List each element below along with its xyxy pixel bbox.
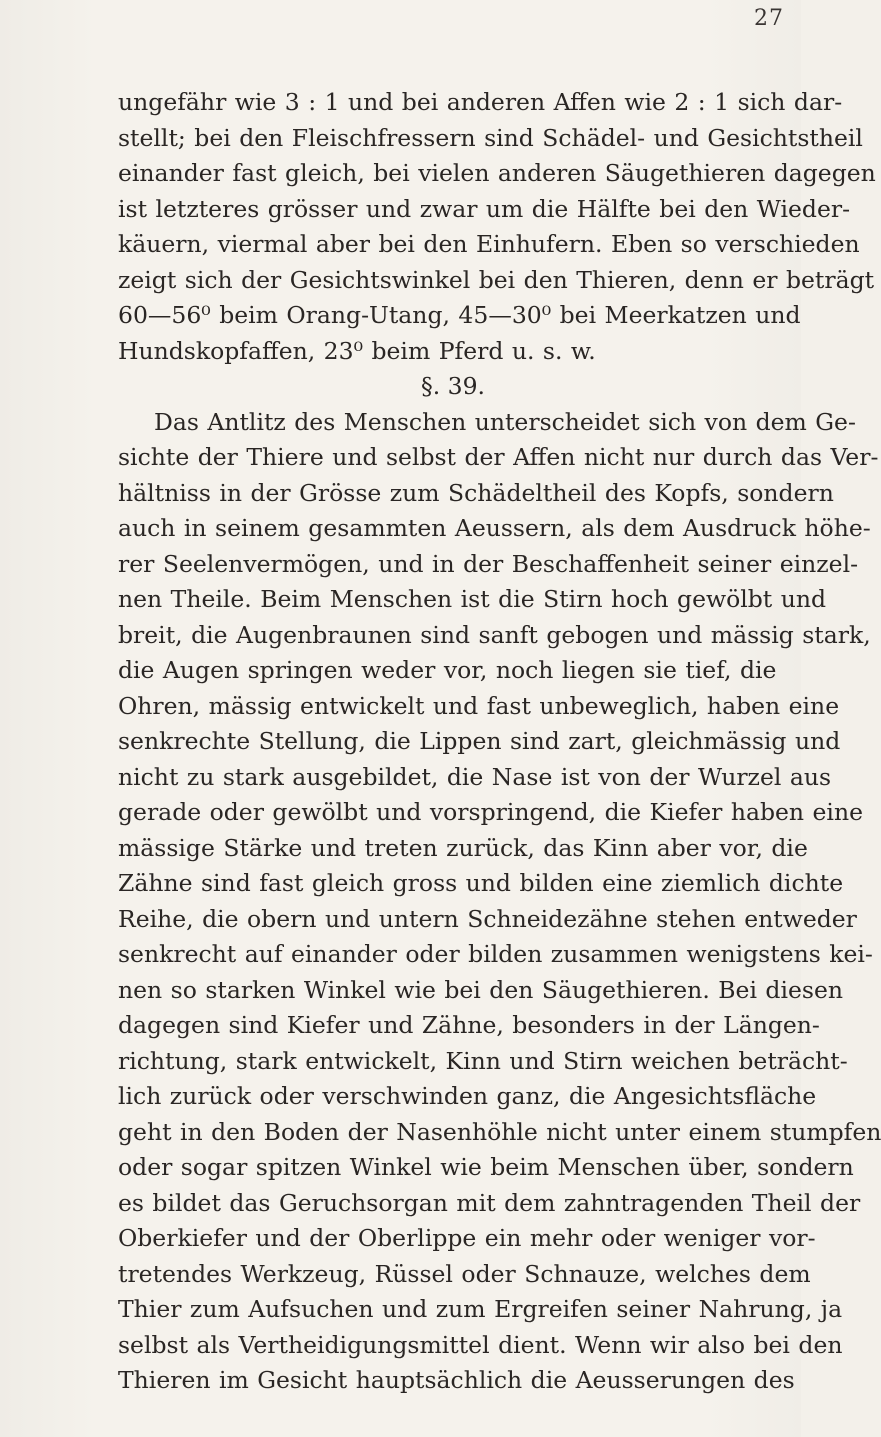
text-line: stellt; bei den Fleischfressern sind Schädel- und Gesichtstheil (118, 123, 863, 152)
text-line: geht in den Boden der Nasenhöhle nicht unter einem stumpfen (118, 1117, 881, 1146)
text-line: Hundskopfaffen, 23⁰ beim Pferd u. s. w. (118, 336, 596, 365)
text-line: Oberkiefer und der Oberlippe ein mehr oder weniger vor- (118, 1224, 816, 1252)
text-line: senkrechte Stellung, die Lippen sind zart, gleichmässig und (118, 727, 841, 755)
text-line: mässige Stärke und treten zurück, das Kinn aber vor, die (118, 833, 808, 862)
text-line: nen so starken Winkel wie bei den Säugethieren. Bei diesen (118, 975, 843, 1004)
text-line: nen Theile. Beim Menschen ist die Stirn hoch gewölbt und (118, 585, 827, 613)
text-block (118, 85, 881, 1399)
text-line: Das Antlitz des Menschen unterscheidet sich von dem Ge- (154, 407, 856, 436)
text-line: breit, die Augenbraunen sind sanft gebogen und mässig stark, (118, 620, 871, 649)
text-line: dagegen sind Kiefer und Zähne, besonders in der Längen- (118, 1011, 820, 1039)
text-line: 60—56⁰ beim Orang-Utang, 45—30⁰ bei Meerkatzen und (118, 301, 801, 329)
page-number: 27 (754, 6, 784, 31)
text-line: richtung, stark entwickelt, Kinn und Stirn weichen beträcht- (118, 1046, 848, 1075)
text-line: Thier zum Aufsuchen und zum Ergreifen seiner Nahrung, ja (118, 1295, 843, 1323)
text-line: Zähne sind fast gleich gross und bilden eine ziemlich dichte (118, 869, 844, 897)
paragraph-2 (118, 405, 881, 1399)
text-line: selbst als Vertheidigungsmittel dient. Wenn wir also bei den (118, 1330, 843, 1359)
text-line: ist letzteres grösser und zwar um die Hälfte bei den Wieder- (118, 194, 851, 223)
text-line: Reihe, die obern und untern Schneidezähne stehen entweder (118, 904, 857, 933)
text-line: sichte der Thiere und selbst der Affen nicht nur durch das Ver- (118, 443, 879, 471)
text-line: auch in seinem gesammten Aeussern, als dem Ausdruck höhe- (118, 514, 871, 542)
text-line: einander fast gleich, bei vielen anderen Säugethieren dagegen (118, 159, 876, 187)
text-line: nicht zu stark ausgebildet, die Nase ist von der Wurzel aus (118, 762, 832, 791)
text-line: Ohren, mässig entwickelt und fast unbeweglich, haben eine (118, 691, 840, 720)
text-line: hältniss in der Grösse zum Schädeltheil des Kopfs, sondern (118, 478, 834, 507)
text-line: lich zurück oder verschwinden ganz, die Angesichtsfläche (118, 1082, 817, 1110)
text-line: zeigt sich der Gesichtswinkel bei den Thieren, denn er beträgt (118, 265, 875, 294)
text-line: es bildet das Geruchsorgan mit dem zahntragenden Theil der (118, 1188, 861, 1217)
text-line: senkrecht auf einander oder bilden zusammen wenigstens kei- (118, 940, 873, 968)
text-line: käuern, viermal aber bei den Einhufern. Eben so verschieden (118, 230, 860, 258)
text-line: oder sogar spitzen Winkel wie beim Menschen über, sondern (118, 1153, 854, 1181)
text-line: gerade oder gewölbt und vorspringend, die Kiefer haben eine (118, 798, 863, 826)
text-line: ungefähr wie 3 : 1 und bei anderen Affen wie 2 : 1 sich dar- (118, 88, 843, 116)
section-heading: §. 39. (420, 372, 486, 400)
text-line: Thieren im Gesicht hauptsächlich die Aeusserungen des (118, 1366, 795, 1394)
paragraph-1 (118, 85, 876, 369)
text-line: rer Seelenvermögen, und in der Beschaffenheit seiner einzel- (118, 549, 859, 578)
text-line: tretendes Werkzeug, Rüssel oder Schnauze, welches dem (118, 1259, 811, 1288)
text-line: die Augen springen weder vor, noch liegen sie tief, die (118, 656, 777, 684)
